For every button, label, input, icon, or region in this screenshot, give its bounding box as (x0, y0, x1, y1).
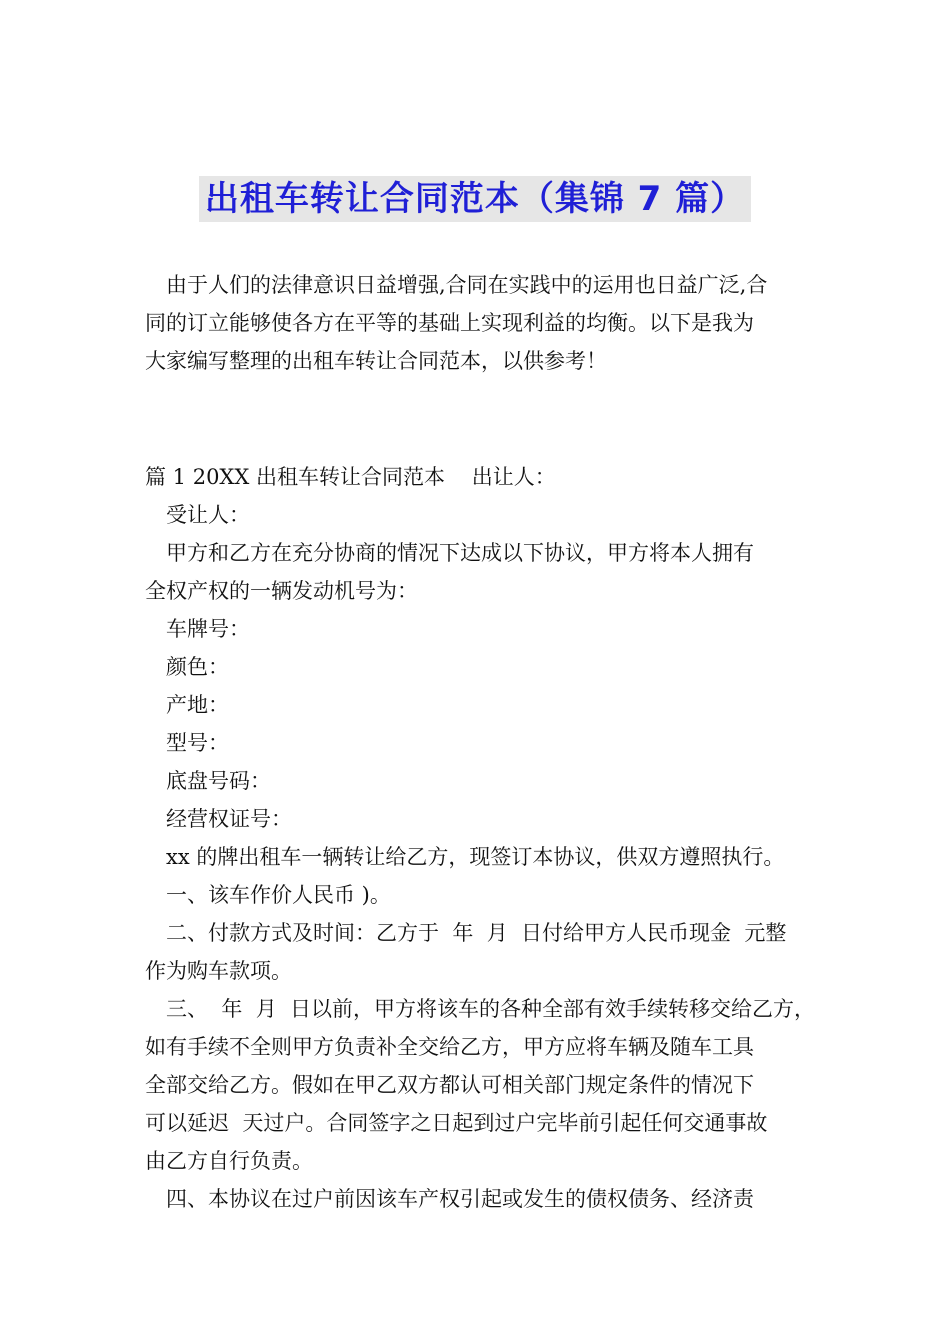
document-title: 出租车转让合同范本（集锦 7 篇） (199, 176, 751, 222)
clause-3-continued: 由乙方自行负责。 (145, 1149, 313, 1173)
field-origin: 产地： (166, 693, 229, 717)
clause-1: 一、该车作价人民币 )。 (166, 883, 391, 907)
intro-line: 同的订立能够使各方在平等的基础上实现利益的均衡。以下是我为 (145, 311, 754, 335)
document-body (145, 266, 820, 1218)
paragraph: xx 的牌出租车一辆转让给乙方，现签订本协议，供双方遵照执行。 (166, 845, 785, 869)
clause-2-continued: 作为购车款项。 (145, 959, 292, 983)
paragraph: 甲方和乙方在充分协商的情况下达成以下协议，甲方将本人拥有 (166, 541, 754, 565)
title-wrap (0, 176, 950, 222)
field-model: 型号： (166, 731, 229, 755)
clause-3-continued: 可以延迟 天过户。合同签字之日起到过户完毕前引起任何交通事故 (145, 1111, 768, 1135)
clause-3-continued: 全部交给乙方。假如在甲乙双方都认可相关部门规定条件的情况下 (145, 1073, 754, 1097)
intro-line: 由于人们的法律意识日益增强,合同在实践中的运用也日益广泛,合 (166, 273, 768, 297)
clause-3-continued: 如有手续不全则甲方负责补全交给乙方，甲方应将车辆及随车工具 (145, 1035, 754, 1059)
field-operating-license: 经营权证号： (166, 807, 292, 831)
section-heading: 篇 1 20XX 出租车转让合同范本 出让人： (145, 465, 556, 489)
paragraph: 全权产权的一辆发动机号为： (145, 579, 418, 603)
clause-2: 二、付款方式及时间：乙方于 年 月 日付给甲方人民币现金 元整 (166, 921, 787, 945)
section-gap (145, 380, 820, 458)
field-license-plate: 车牌号： (166, 617, 250, 641)
clause-3: 三、 年 月 日以前，甲方将该车的各种全部有效手续转移交给乙方， (166, 997, 816, 1021)
field-chassis-number: 底盘号码： (166, 769, 271, 793)
intro-line: 大家编写整理的出租车转让合同范本，以供参考！ (145, 349, 607, 373)
clause-4: 四、本协议在过户前因该车产权引起或发生的债权债务、经济责 (166, 1187, 754, 1211)
field-color: 颜色： (166, 655, 229, 679)
paragraph: 受让人： (166, 503, 250, 527)
